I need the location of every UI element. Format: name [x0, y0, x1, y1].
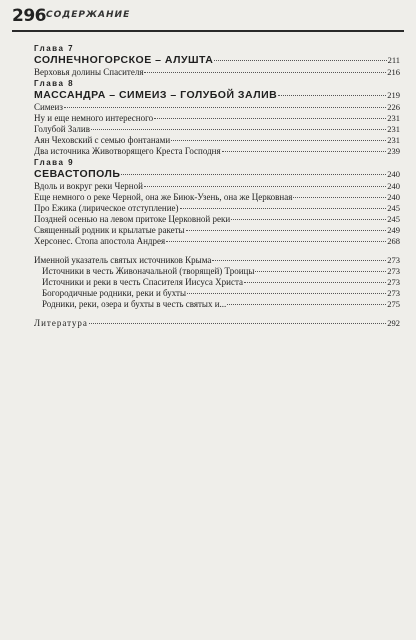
leader-dots — [144, 186, 386, 187]
index-subentry[interactable] — [34, 299, 400, 310]
literature-entry[interactable] — [34, 318, 400, 329]
chapter-title-entry[interactable] — [34, 54, 400, 67]
page-ref: 231 — [387, 113, 400, 123]
entry-title: Симеиз — [34, 102, 63, 112]
entry-title: Родники, реки, озера и бухты в честь святых и... — [42, 299, 227, 309]
entry-title: Еще немного о реке Черной, она же Биюк-Узень, она же Церковная — [34, 192, 293, 202]
leader-dots — [180, 208, 387, 209]
toc-entry[interactable] — [34, 236, 400, 247]
leader-dots — [255, 271, 386, 272]
page-number: 296 — [12, 6, 46, 26]
page-ref: 249 — [387, 225, 400, 235]
page-ref: 245 — [387, 203, 400, 213]
index-entry[interactable] — [34, 255, 400, 266]
entry-title: Источники и реки в честь Спасителя Иисуса Христа — [42, 277, 244, 287]
chapter-label: Глава 8 — [34, 79, 75, 88]
leader-dots — [166, 241, 386, 242]
leader-dots — [212, 260, 386, 261]
toc-entry[interactable] — [34, 67, 400, 78]
leader-dots — [121, 174, 386, 175]
toc-entry[interactable] — [34, 225, 400, 236]
leader-dots — [89, 323, 386, 324]
chapter-title: СОЛНЕЧНОГОРСКОЕ – АЛУШТА — [34, 54, 214, 66]
entry-title: Именной указатель святых источников Крыма — [34, 255, 212, 265]
page-ref: 240 — [387, 192, 400, 202]
entry-title: Голубой Залив — [34, 124, 90, 134]
leader-dots — [144, 72, 386, 73]
header-rule — [12, 30, 404, 32]
leader-dots — [293, 197, 386, 198]
chapter-label: Глава 9 — [34, 158, 75, 167]
page-ref: 275 — [387, 299, 400, 309]
entry-title: Аян Чеховский с семью фонтанами — [34, 135, 171, 145]
page-ref: 292 — [387, 318, 400, 328]
chapter-title-entry[interactable] — [34, 168, 400, 181]
page-ref: 273 — [387, 255, 400, 265]
leader-dots — [214, 60, 386, 61]
leader-dots — [227, 304, 386, 305]
entry-title: Священный родник и крылатые ракеты — [34, 225, 185, 235]
page-header — [0, 0, 416, 34]
chapter-title-entry[interactable] — [34, 89, 400, 102]
entry-title: Ну и еще немного интересного — [34, 113, 154, 123]
leader-dots — [154, 118, 386, 119]
index-subentry[interactable] — [34, 277, 400, 288]
page-ref: 231 — [387, 124, 400, 134]
toc-entry[interactable] — [34, 203, 400, 214]
entry-title: Поздней осенью на левом притоке Церковной реки — [34, 214, 231, 224]
leader-dots — [171, 140, 386, 141]
page-ref: 239 — [387, 146, 400, 156]
page-ref: 245 — [387, 214, 400, 224]
leader-dots — [278, 95, 386, 96]
entry-title: Вдоль и вокруг реки Черной — [34, 181, 143, 191]
entry-title: Херсонес. Стопа апостола Андрея — [34, 236, 166, 246]
chapter-label: Глава 7 — [34, 44, 75, 53]
toc-entry[interactable] — [34, 192, 400, 203]
index-subentry[interactable] — [34, 288, 400, 299]
page-ref: 240 — [387, 181, 400, 191]
page-ref: 231 — [387, 135, 400, 145]
chapter-title: СЕВАСТОПОЛЬ — [34, 168, 121, 180]
index-subentry[interactable] — [34, 266, 400, 277]
page-ref: 240 — [387, 169, 400, 179]
toc-entry[interactable] — [34, 214, 400, 225]
page-ref: 268 — [387, 236, 400, 246]
leader-dots — [244, 282, 386, 283]
toc-entry[interactable] — [34, 113, 400, 124]
page-ref: 273 — [387, 277, 400, 287]
page-ref: 211 — [387, 55, 400, 65]
entry-title: Литература — [34, 318, 88, 328]
toc-entry[interactable] — [34, 181, 400, 192]
table-of-contents — [34, 43, 400, 329]
spacer — [34, 310, 400, 318]
leader-dots — [64, 107, 386, 108]
toc-entry[interactable] — [34, 102, 400, 113]
leader-dots — [222, 151, 387, 152]
page-ref: 219 — [387, 90, 400, 100]
entry-title: Источники в честь Живоначальной (творящей) Троицы — [42, 266, 255, 276]
leader-dots — [187, 293, 386, 294]
page-ref: 273 — [387, 288, 400, 298]
page-ref: 273 — [387, 266, 400, 276]
leader-dots — [91, 129, 386, 130]
entry-title: Два источника Животворящего Креста Господня — [34, 146, 221, 156]
entry-title: Про Ежика (лирическое отступление) — [34, 203, 179, 213]
entry-title: Верховья долины Спасителя — [34, 67, 144, 77]
leader-dots — [231, 219, 386, 220]
page-ref: 226 — [387, 102, 400, 112]
running-head: СОДЕРЖАНИЕ — [46, 10, 131, 20]
toc-entry[interactable] — [34, 124, 400, 135]
chapter-title: МАССАНДРА – СИМЕИЗ – ГОЛУБОЙ ЗАЛИВ — [34, 89, 278, 101]
toc-entry[interactable] — [34, 135, 400, 146]
page-ref: 216 — [387, 67, 400, 77]
leader-dots — [186, 230, 387, 231]
entry-title: Богородичные родники, реки и бухты — [42, 288, 187, 298]
toc-entry[interactable] — [34, 146, 400, 157]
spacer — [34, 247, 400, 255]
